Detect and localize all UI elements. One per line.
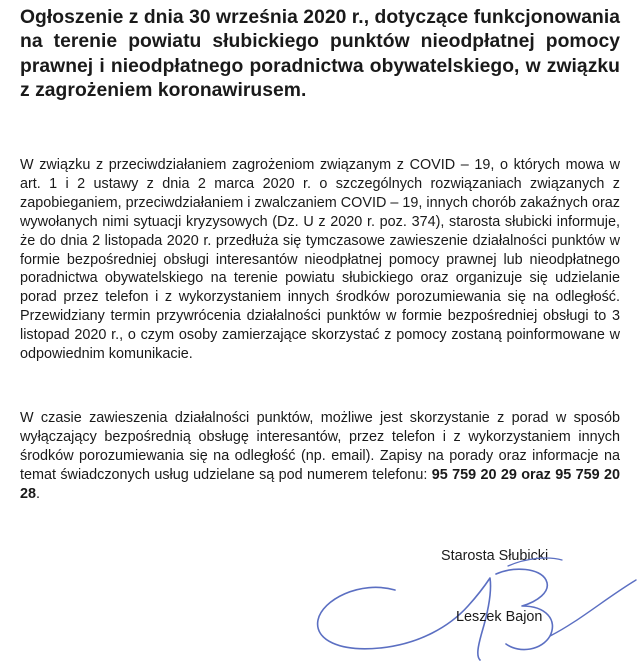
phone-numbers: 95 759 20 29 oraz 95 759 20 28 — [20, 466, 620, 502]
signature-block — [300, 540, 640, 663]
paragraph-2-end: . — [36, 485, 41, 502]
signature-stroke-tail — [550, 580, 636, 636]
signature-stroke-top — [508, 558, 562, 566]
paragraph-2 — [20, 409, 620, 504]
document-title: Ogłoszenie z dnia 30 września 2020 r., dotyczące funkcjonowania na terenie powiatu słubickiego punktów nieodpłatnej pomocy prawnej i nieodpłatnego poradnictwa obywatelskiego, w związku z zagrożeniem koronawirusem. — [20, 7, 621, 102]
signature-name: Leszek Bajon — [456, 609, 543, 625]
signature-title: Starosta Słubicki — [441, 548, 549, 564]
handwritten-signature — [300, 540, 640, 663]
paragraph-2-text: W czasie zawieszenia działalności punktów, możliwe jest skorzystanie z porad w sposób wyłączający bezpośrednią obsługę interesantów, przez telefon i z wykorzystaniem innych środków porozumiewania się na odległość (np. email). Zapisy na porady oraz informacje na temat świadczonych usług udzielane są pod numerem telefonu: — [20, 410, 620, 483]
paragraph-1: W związku z przeciwdziałaniem zagrożeniom związanym z COVID – 19, o których mowa w art. 1 i 2 ustawy z dnia 2 marca 2020 r. o szczególnych rozwiązaniach związanych z zapobieganiem, przeciwdziałaniem i zwalczaniem COVID – 19, innych chorób zakaźnych oraz wywołanych nimi sytuacji kryzysowych (Dz. U z 2020 r. poz. 374), starosta słubicki informuje, że do dnia 2 listopada 2020 r. przedłuża się tymczasowe zawieszenie działalności punktów w formie bezpośredniej obsługi interesantów nieodpłatnej pomocy prawnej lub nieodpłatnego poradnictwa obywatelskiego na terenie powiatu słubickiego oraz organizuje się udzielanie porad przez telefon i z wykorzystaniem innych środków porozumiewania się na odległość. Przewidziany termin przywrócenia działalności punktów w formie bezpośredniej obsługi to 3 listopad 2020 r., o czym osoby zamierzające skorzystać z pomocy zostaną poinformowane w odpowiednim komunikacie. — [20, 157, 620, 363]
